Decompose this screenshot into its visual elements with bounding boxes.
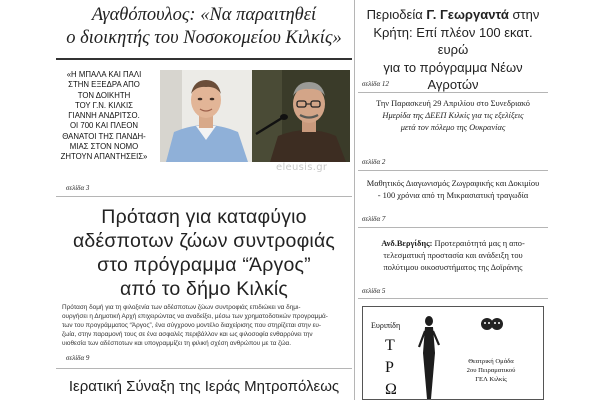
news-item-vergidis[interactable]: Ανδ.Βεργίδης: Προτεραιότητά μας η απο- τελεσματική προστασία και ανάδειξη του πολύτιμου οικοσυστήματος της Δοϊράνης [381, 239, 525, 272]
ad-title-letter: Τ [385, 337, 395, 354]
headline-agathopoulos[interactable]: Αγαθόπουλος: «Να παραιτηθεί ο διοικητής του Νοσοκομείου Κιλκίς» [66, 5, 342, 48]
theatre-advert[interactable] [362, 306, 544, 400]
ad-title-letter: Ω [385, 381, 397, 398]
watermark: eleusis.gr [276, 162, 328, 173]
section-divider [56, 196, 352, 197]
headline-argos-shelter[interactable]: Πρόταση για καταφύγιο αδέσποτων ζώων συντροφιάς στο πρόγραμμα “Άργος” από το δήμο Κιλκίς [72, 206, 336, 300]
left-column [56, 0, 352, 400]
news-item-conference[interactable]: Την Παρασκευή 29 Απριλίου στο Συνεδριακό Ημερίδα της ΔΕΕΠ Κιλκίς για τις εξελίξεις μετά τον πόλεμο της Ουκρανίας [376, 99, 530, 132]
pull-quote: «Η ΜΠΑΛΑ ΚΑΙ ΠΑΛΙ ΣΤΗΝ ΕΞΕΔΡΑ ΑΠΟ ΤΟΝ ΔΟΙΚΗΤΗ ΤΟΥ Γ.Ν. ΚΙΛΚΙΣ ΓΙΑΝΝΗ ΑΝΔΡΙΤΣΟ. ΟΙ 700 ΚΑΙ ΠΛΕΟΝ ΘΑΝΑΤΟΙ ΤΗΣ ΠΑΝΔΗ- ΜΙΑΣ ΣΤΟΝ ΝΟΜΟ ΖΗΤΟΥΝ ΑΠΑΝΤΗΣΕΙΣ» [60, 70, 148, 162]
headline-synaxis[interactable]: Ιερατική Σύναξη της Ιεράς Μητροπόλεως [68, 378, 340, 395]
photo-man-blue-shirt [160, 70, 252, 162]
theatre-masks-icon [479, 317, 505, 331]
page-reference: σελίδα 5 [362, 287, 386, 295]
article-body: Πρόταση δομή για τη φιλοξενία των αδέσποτων ζώων συντροφιάς επιδιώκει να δημι- ουργήσει η Δημοτική Αρχή επιχειρώντας να αναδείξει, μέσω των χρηματοδοτικών προγραμμά- των του προγράμματος “Άργος”, ένα σύγχρονο μοντέλο διαχείρισης που στηρίζεται στην ευ- ζωία, στην παραμονή τους σε ένα ασφαλές περιβάλλον και ως φιλοσοφία ενθαρρύνει την υιοθεσία των αδέσποτων και υπογραμμίζει τη φιλική σχέση ανθρώπου με τα ζώα. [62, 304, 328, 347]
page-reference: σελίδα 7 [362, 215, 386, 223]
news-item-contest[interactable]: Μαθητικός Διαγωνισμός Ζωγραφικής και Δοκιμίου - 100 χρόνια από τη Μικρασιατική τραγωδία [366, 179, 540, 200]
photo-man-with-microphone [252, 70, 350, 162]
section-divider [358, 170, 548, 171]
page-reference: σελίδα 9 [66, 354, 90, 362]
section-divider [358, 92, 548, 93]
statue-figure-icon [417, 313, 441, 400]
section-divider [56, 58, 352, 60]
section-divider [56, 368, 352, 369]
ad-organizer: Θεατρική Ομάδα 2ου Πειραματικού ΓΕΛ Κιλκίς [466, 358, 516, 383]
headline-georgantas[interactable]: Περιοδεία Γ. Γεωργαντά στην Κρήτη: Επί πλέον 100 εκατ. ευρώ για το πρόγραμμα Νέων Αγροτών [366, 7, 540, 92]
right-column [358, 0, 548, 400]
column-divider [354, 0, 355, 400]
page-reference: σελίδα 12 [362, 80, 389, 88]
section-divider [358, 227, 548, 228]
section-divider [358, 298, 548, 299]
page-reference: σελίδα 2 [362, 158, 386, 166]
page-reference: σελίδα 3 [66, 184, 90, 192]
ad-title-letter: Ρ [385, 359, 394, 376]
ad-author: Ευριπίδη [371, 321, 401, 330]
